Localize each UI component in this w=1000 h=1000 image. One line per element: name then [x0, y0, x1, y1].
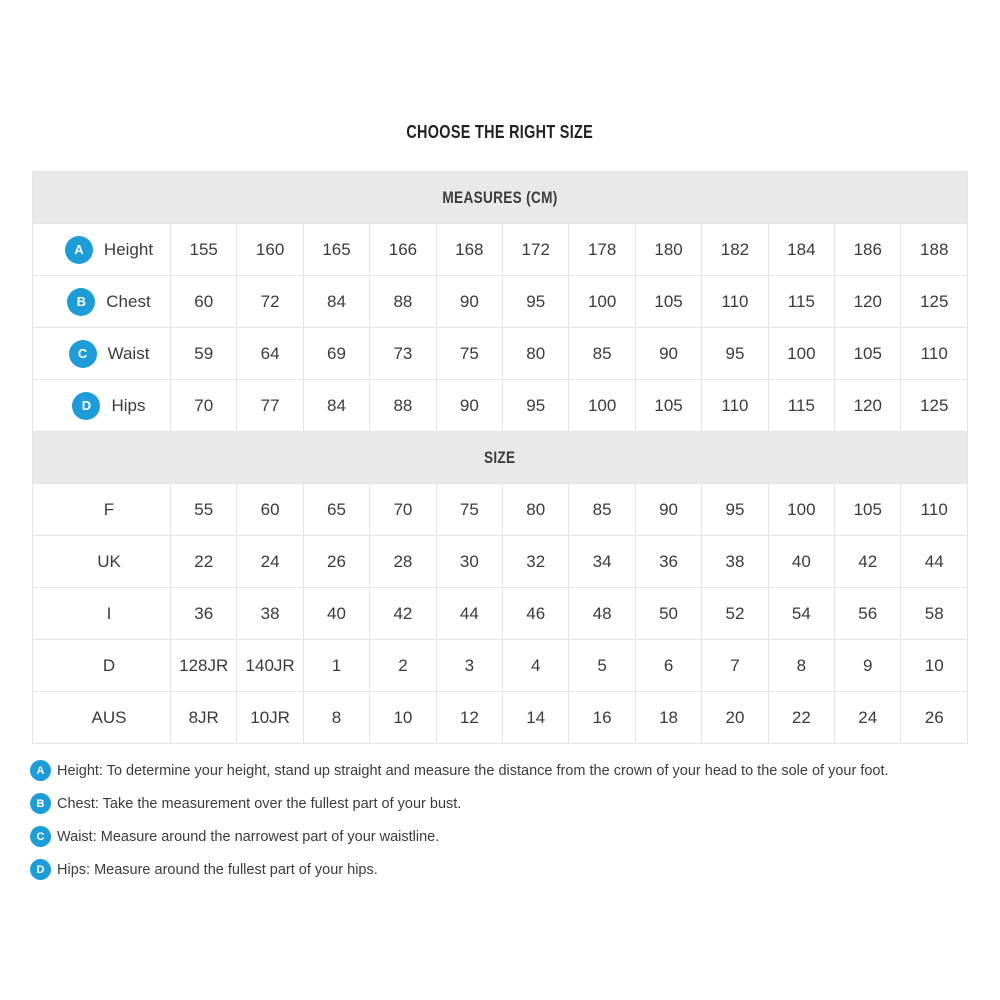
- value-cell: 168: [436, 224, 502, 276]
- value-cell: 155: [171, 224, 237, 276]
- value-cell: 105: [635, 276, 701, 328]
- value-cell: 125: [901, 380, 968, 432]
- value-cell: 12: [436, 692, 502, 744]
- value-cell: 42: [370, 588, 436, 640]
- badge-b-icon: B: [67, 288, 95, 316]
- value-cell: 115: [768, 276, 834, 328]
- value-cell: 90: [436, 276, 502, 328]
- value-cell: 60: [171, 276, 237, 328]
- value-cell: 100: [569, 276, 635, 328]
- value-cell: 40: [768, 536, 834, 588]
- row-header-chest: [33, 276, 171, 328]
- value-cell: 80: [503, 328, 569, 380]
- badge-a-icon: A: [65, 236, 93, 264]
- value-cell: 36: [635, 536, 701, 588]
- value-cell: 64: [237, 328, 303, 380]
- value-cell: 165: [303, 224, 369, 276]
- badge-d-icon: D: [72, 392, 100, 420]
- note-text: Hips: Measure around the fullest part of your hips.: [57, 861, 378, 878]
- row-hips: [33, 380, 968, 432]
- page-title-text: CHOOSE THE RIGHT SIZE: [406, 122, 594, 142]
- value-cell: 85: [569, 484, 635, 536]
- size-header-row: [33, 432, 968, 484]
- value-cell: 22: [171, 536, 237, 588]
- value-cell: 18: [635, 692, 701, 744]
- value-cell: 5: [569, 640, 635, 692]
- value-cell: 8: [303, 692, 369, 744]
- value-cell: 26: [303, 536, 369, 588]
- size-section-header: [33, 432, 968, 484]
- value-cell: 75: [436, 328, 502, 380]
- value-cell: 3: [436, 640, 502, 692]
- value-cell: 14: [503, 692, 569, 744]
- value-cell: 9: [835, 640, 901, 692]
- value-cell: 100: [768, 328, 834, 380]
- value-cell: 186: [835, 224, 901, 276]
- note-waist: [30, 826, 1000, 847]
- value-cell: 10JR: [237, 692, 303, 744]
- value-cell: 77: [237, 380, 303, 432]
- value-cell: 90: [635, 328, 701, 380]
- row-header-hips: [33, 380, 171, 432]
- value-cell: 73: [370, 328, 436, 380]
- value-cell: 166: [370, 224, 436, 276]
- measures-section-header: [33, 172, 968, 224]
- value-cell: 46: [503, 588, 569, 640]
- value-cell: 4: [503, 640, 569, 692]
- row-uk: [33, 536, 968, 588]
- value-cell: 95: [702, 328, 768, 380]
- value-cell: 8JR: [171, 692, 237, 744]
- value-cell: 56: [835, 588, 901, 640]
- badge-b-icon: B: [30, 793, 51, 814]
- value-cell: 38: [237, 588, 303, 640]
- size-chart-table: [32, 171, 968, 744]
- value-cell: 88: [370, 276, 436, 328]
- value-cell: 160: [237, 224, 303, 276]
- badge-c-icon: C: [30, 826, 51, 847]
- value-cell: 125: [901, 276, 968, 328]
- row-height: [33, 224, 968, 276]
- value-cell: 42: [835, 536, 901, 588]
- value-cell: 100: [569, 380, 635, 432]
- row-chest: [33, 276, 968, 328]
- value-cell: 48: [569, 588, 635, 640]
- row-label: Chest: [106, 291, 151, 311]
- row-f: [33, 484, 968, 536]
- value-cell: 60: [237, 484, 303, 536]
- value-cell: 36: [171, 588, 237, 640]
- value-cell: 110: [702, 380, 768, 432]
- value-cell: 95: [702, 484, 768, 536]
- value-cell: 75: [436, 484, 502, 536]
- value-cell: 178: [569, 224, 635, 276]
- value-cell: 88: [370, 380, 436, 432]
- value-cell: 69: [303, 328, 369, 380]
- value-cell: 40: [303, 588, 369, 640]
- value-cell: 110: [702, 276, 768, 328]
- value-cell: 105: [835, 328, 901, 380]
- value-cell: 90: [436, 380, 502, 432]
- value-cell: 80: [503, 484, 569, 536]
- value-cell: 24: [237, 536, 303, 588]
- value-cell: 115: [768, 380, 834, 432]
- value-cell: 54: [768, 588, 834, 640]
- value-cell: 128JR: [171, 640, 237, 692]
- row-waist: [33, 328, 968, 380]
- value-cell: 34: [569, 536, 635, 588]
- value-cell: 95: [503, 380, 569, 432]
- value-cell: 1: [303, 640, 369, 692]
- value-cell: 180: [635, 224, 701, 276]
- value-cell: 52: [702, 588, 768, 640]
- value-cell: 6: [635, 640, 701, 692]
- note-text: Height: To determine your height, stand up straight and measure the distance from the crown of your head to the sole of your foot.: [57, 762, 889, 779]
- row-i: [33, 588, 968, 640]
- page-title: [0, 0, 1000, 143]
- measures-section-header-text: MEASURES (CM): [442, 187, 558, 207]
- row-header-i: I: [33, 588, 171, 640]
- value-cell: 22: [768, 692, 834, 744]
- row-label: Height: [103, 239, 154, 259]
- row-header-waist: [33, 328, 171, 380]
- value-cell: 28: [370, 536, 436, 588]
- value-cell: 44: [436, 588, 502, 640]
- row-d: [33, 640, 968, 692]
- value-cell: 26: [901, 692, 968, 744]
- value-cell: 90: [635, 484, 701, 536]
- value-cell: 2: [370, 640, 436, 692]
- value-cell: 105: [835, 484, 901, 536]
- value-cell: 32: [503, 536, 569, 588]
- value-cell: 184: [768, 224, 834, 276]
- value-cell: 38: [702, 536, 768, 588]
- value-cell: 10: [901, 640, 968, 692]
- value-cell: 70: [171, 380, 237, 432]
- value-cell: 44: [901, 536, 968, 588]
- row-header-uk: UK: [33, 536, 171, 588]
- value-cell: 16: [569, 692, 635, 744]
- value-cell: 84: [303, 380, 369, 432]
- value-cell: 30: [436, 536, 502, 588]
- value-cell: 65: [303, 484, 369, 536]
- badge-c-icon: C: [69, 340, 97, 368]
- badge-a-icon: A: [30, 760, 51, 781]
- note-text: Waist: Measure around the narrowest part of your waistline.: [57, 828, 440, 845]
- value-cell: 20: [702, 692, 768, 744]
- value-cell: 58: [901, 588, 968, 640]
- value-cell: 8: [768, 640, 834, 692]
- note-chest: [30, 793, 1000, 814]
- size-section-header-text: SIZE: [484, 447, 516, 467]
- measurement-notes: [30, 760, 1000, 880]
- value-cell: 7: [702, 640, 768, 692]
- value-cell: 50: [635, 588, 701, 640]
- value-cell: 70: [370, 484, 436, 536]
- row-label: Waist: [107, 343, 150, 363]
- value-cell: 24: [835, 692, 901, 744]
- value-cell: 120: [835, 380, 901, 432]
- note-height: [30, 760, 1000, 781]
- value-cell: 110: [901, 484, 968, 536]
- value-cell: 95: [503, 276, 569, 328]
- value-cell: 182: [702, 224, 768, 276]
- row-header-f: F: [33, 484, 171, 536]
- value-cell: 105: [635, 380, 701, 432]
- value-cell: 120: [835, 276, 901, 328]
- value-cell: 59: [171, 328, 237, 380]
- value-cell: 100: [768, 484, 834, 536]
- row-label: Hips: [111, 395, 146, 415]
- measures-header-row: [33, 172, 968, 224]
- row-header-height: [33, 224, 171, 276]
- value-cell: 188: [901, 224, 968, 276]
- row-aus: [33, 692, 968, 744]
- value-cell: 85: [569, 328, 635, 380]
- badge-d-icon: D: [30, 859, 51, 880]
- value-cell: 72: [237, 276, 303, 328]
- row-header-d: D: [33, 640, 171, 692]
- note-text: Chest: Take the measurement over the fullest part of your bust.: [57, 795, 462, 812]
- value-cell: 10: [370, 692, 436, 744]
- value-cell: 110: [901, 328, 968, 380]
- value-cell: 84: [303, 276, 369, 328]
- row-header-aus: AUS: [33, 692, 171, 744]
- value-cell: 172: [503, 224, 569, 276]
- value-cell: 55: [171, 484, 237, 536]
- note-hips: [30, 859, 1000, 880]
- value-cell: 140JR: [237, 640, 303, 692]
